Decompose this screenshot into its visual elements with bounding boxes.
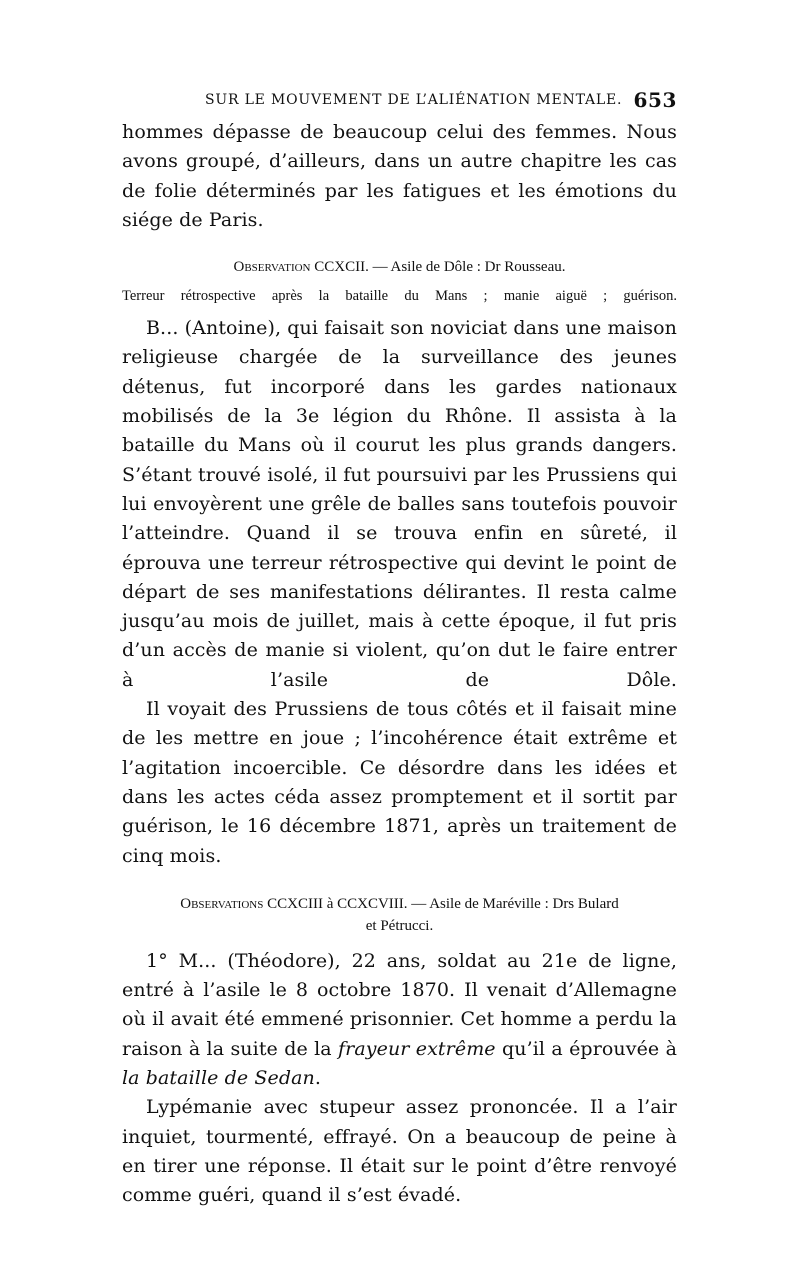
observation-number: CCXCIII à CCXCVIII. xyxy=(267,895,408,912)
book-page xyxy=(122,88,677,1211)
text-run: . xyxy=(314,1067,321,1090)
observation-label: Observations xyxy=(180,895,264,912)
text-run: 1° M... (Théodore), 22 ans, soldat au 21e de ligne, entré à l’asile le 8 octobre 1870. Il venait d’Allemagne où il avait été emmené prisonnier. Cet homme a perdu la raison à la suite de la xyxy=(122,949,677,1060)
observation-paragraph: Il voyait des Prussiens de tous côtés et il faisait mine de les mettre en joue ; l’incohérence était extrême et l’agitation incoercible. Ce désordre dans les idées et dans les actes céda assez promptement et il sortit par guérison, le 16 décembre 1871, après un traitement de cinq mois. xyxy=(122,698,677,867)
observation-heading-ccxcii xyxy=(122,256,677,278)
observation-paragraph: B... (Antoine), qui faisait son noviciat dans une maison religieuse chargée de la surveillance des jeunes détenus, fut incorporé dans les gardes nationaux mobilisés de la 3e légion du Rhône. Il assista à la bataille du Mans où il courut les plus grands dangers. S’étant trouvé isolé, il fut poursuivi par les Prussiens qui lui envoyèrent une grêle de balles sans toutefois pouvoir l’atteindre. Quand il se trouva enfin en sûreté, il éprouva une terreur rétrospective qui devint le point de départ de ses manifestations délirantes. Il resta calme jusqu’au mois de juillet, mais à cette époque, il fut pris d’un accès de manie si violent, qu’on dut le faire entrer à l’asile de Dôle. xyxy=(122,317,677,691)
observation-paragraph xyxy=(122,947,677,1093)
observation-source: — Asile de Maréville : Drs Bulard xyxy=(411,895,619,912)
observation-subtitle: Terreur rétrospective après la bataille du Mans ; manie aiguë ; guérison. xyxy=(122,288,677,305)
observation-label: Observation xyxy=(233,259,311,276)
observation-source-continued: et Pétrucci. xyxy=(365,917,434,934)
intro-paragraph: hommes dépasse de beaucoup celui des femmes. Nous avons groupé, d’ailleurs, dans un autre chapitre les cas de folie déterminés par les fatigues et les émotions du siége de Paris. xyxy=(122,121,677,231)
text-run: qu’il a éprouvée à xyxy=(501,1037,678,1060)
running-head xyxy=(122,88,677,118)
observation-heading-ccxciii xyxy=(122,893,677,937)
running-title: SUR LE MOUVEMENT DE L’ALIÉNATION MENTALE. xyxy=(205,92,623,108)
observation-paragraph: Lypémanie avec stupeur assez prononcée. Il a l’air inquiet, tourmenté, effrayé. On a beaucoup de peine à en tirer une réponse. Il était sur le point d’être renvoyé comme guéri, quand il s’est évadé. xyxy=(122,1096,677,1207)
page-number: 653 xyxy=(633,88,677,112)
observation-source: — Asile de Dôle : Dr Rousseau. xyxy=(372,259,566,276)
emphasis-text: la bataille de Sedan xyxy=(122,1067,315,1090)
emphasis-text: frayeur extrême xyxy=(338,1037,496,1060)
observation-number: CCXCII. xyxy=(314,259,369,276)
